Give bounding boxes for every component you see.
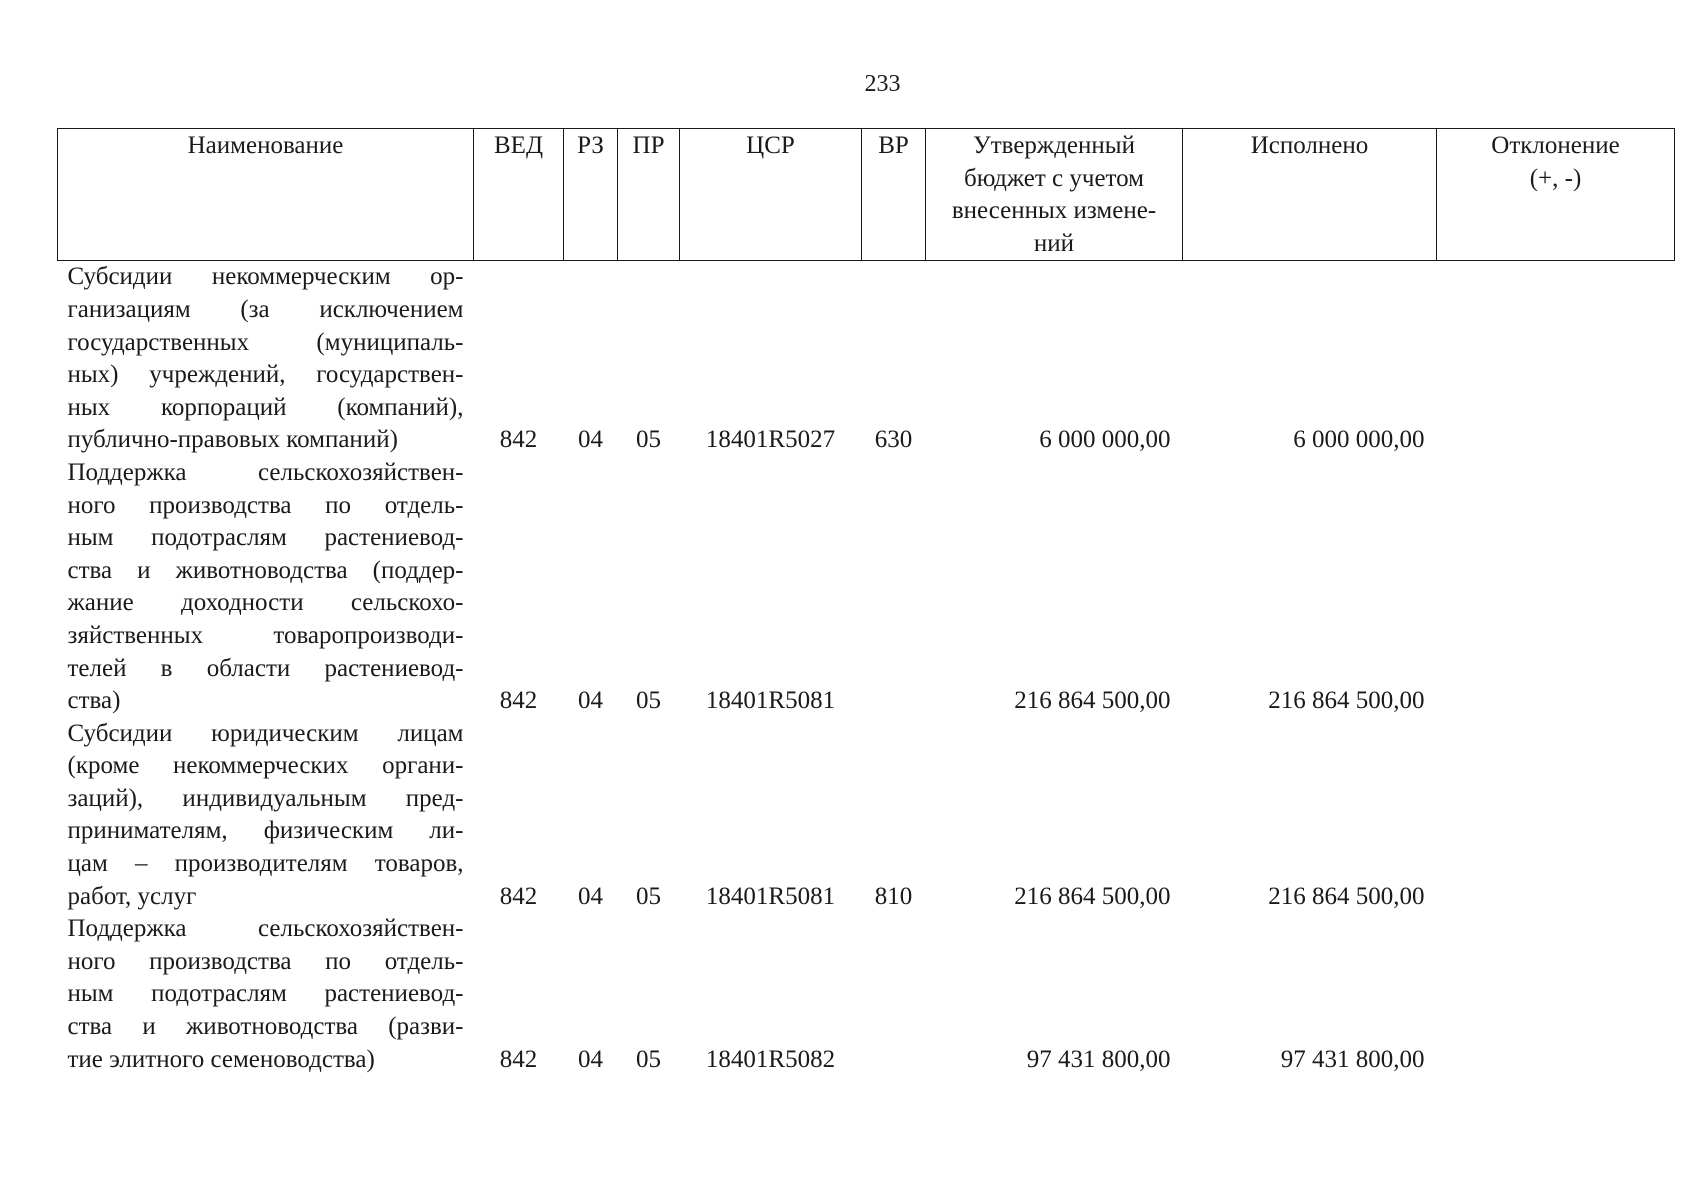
row-deviation-amount <box>1437 718 1675 914</box>
header-pr: ПР <box>618 129 680 261</box>
row-name <box>58 261 474 457</box>
row-name-line: ного производства по отдель- <box>67 491 464 519</box>
header-ved: ВЕД <box>474 129 564 261</box>
row-pr: 05 <box>636 687 661 715</box>
row-name-line: заций), индивидуальным пред- <box>67 784 464 812</box>
row-approved-amount: 6 000 000,00 <box>1039 426 1171 454</box>
row-vr <box>862 913 926 1076</box>
row-csr: 18401R5081 <box>705 882 836 910</box>
row-name-line: зяйственных товаропроизводи- <box>67 621 464 649</box>
row-name-line: работ, услуг <box>67 882 197 910</box>
row-rz: 04 <box>578 882 603 910</box>
row-approved-amount: 216 864 500,00 <box>1014 687 1171 715</box>
row-name-line: публично-правовых компаний) <box>67 426 398 454</box>
header-approved-line: Утвержденный <box>973 132 1135 159</box>
row-approved-amount: 216 864 500,00 <box>1014 882 1171 910</box>
header-deviation <box>1437 129 1675 261</box>
row-executed-amount: 6 000 000,00 <box>1293 426 1425 454</box>
row-name-line: ства и животноводства (разви- <box>67 1013 464 1041</box>
row-deviation-amount <box>1437 261 1675 457</box>
row-vr: 630 <box>874 426 913 454</box>
row-name-line: ства и животноводства (поддер- <box>67 556 464 584</box>
header-deviation-line: (+, -) <box>1529 164 1582 192</box>
header-csr: ЦСР <box>680 129 862 261</box>
row-ved: 842 <box>499 1045 538 1073</box>
row-rz: 04 <box>578 426 603 454</box>
row-approved-amount: 97 431 800,00 <box>1026 1045 1171 1073</box>
header-vr: ВР <box>862 129 926 261</box>
header-approved-line: бюджет с учетом <box>963 164 1145 192</box>
row-ved: 842 <box>499 687 538 715</box>
header-approved-line: ний <box>1033 229 1075 257</box>
row-vr <box>862 457 926 718</box>
row-name-line: Субсидии юридическим лицам <box>67 719 464 747</box>
header-name: Наименование <box>58 129 474 261</box>
row-name-line: Субсидии некоммерческим ор- <box>67 263 464 291</box>
table-row <box>58 718 1675 914</box>
page-number: 233 <box>864 71 901 97</box>
row-executed-amount: 216 864 500,00 <box>1268 882 1425 910</box>
row-name-line: телей в области растениевод- <box>67 654 464 682</box>
row-name-line: ства) <box>67 687 121 715</box>
row-name-line: Поддержка сельскохозяйствен- <box>67 915 464 943</box>
row-executed-amount: 216 864 500,00 <box>1268 687 1425 715</box>
header-approved-line: внесенных измене- <box>951 197 1157 225</box>
row-pr: 05 <box>636 1045 661 1073</box>
row-rz: 04 <box>578 1045 603 1073</box>
row-executed-amount: 97 431 800,00 <box>1280 1045 1425 1073</box>
row-csr: 18401R5082 <box>705 1045 836 1073</box>
row-name-line: государственных (муниципаль- <box>67 328 464 356</box>
row-name <box>58 913 474 1076</box>
table-row <box>58 913 1675 1076</box>
row-pr: 05 <box>636 426 661 454</box>
row-ved: 842 <box>499 426 538 454</box>
row-pr: 05 <box>636 882 661 910</box>
table-header-row <box>58 129 1675 261</box>
table-row <box>58 457 1675 718</box>
header-executed: Исполнено <box>1183 129 1437 261</box>
row-name-line: цам – производителям товаров, <box>67 850 464 878</box>
row-name <box>58 718 474 914</box>
row-name-line: ного производства по отдель- <box>67 947 464 975</box>
row-csr: 18401R5081 <box>705 687 836 715</box>
row-name-line: принимателям, физическим ли- <box>67 817 464 845</box>
row-name-line: ных корпораций (компаний), <box>67 393 464 421</box>
budget-execution-table <box>57 128 1675 1076</box>
header-deviation-line: Отклонение <box>1491 132 1620 159</box>
row-name-line: (кроме некоммерческих органи- <box>67 752 464 780</box>
row-ved: 842 <box>499 882 538 910</box>
row-name-line: тие элитного семеноводства) <box>67 1045 375 1073</box>
row-name-line: ганизациям (за исключением <box>67 295 464 323</box>
row-csr: 18401R5027 <box>705 426 836 454</box>
row-name-line: ным подотраслям растениевод- <box>67 980 464 1008</box>
header-approved-budget <box>926 129 1183 261</box>
header-rz: РЗ <box>564 129 618 261</box>
table-row <box>58 261 1675 457</box>
row-deviation-amount <box>1437 913 1675 1076</box>
row-name-line: ных) учреждений, государствен- <box>67 361 464 389</box>
row-name-line: жание доходности сельскохо- <box>67 589 464 617</box>
row-vr: 810 <box>874 882 913 910</box>
table-body <box>58 261 1675 1076</box>
row-name-line: ным подотраслям растениевод- <box>67 524 464 552</box>
row-name-line: Поддержка сельскохозяйствен- <box>67 458 464 486</box>
row-name <box>58 457 474 718</box>
row-deviation-amount <box>1437 457 1675 718</box>
row-rz: 04 <box>578 687 603 715</box>
